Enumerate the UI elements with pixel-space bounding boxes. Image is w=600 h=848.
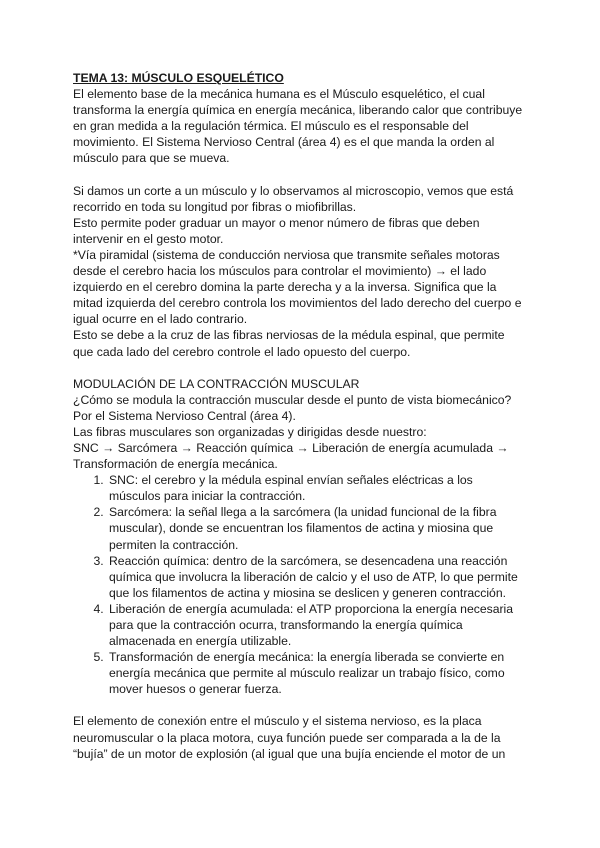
process-chain: SNC → Sarcómera → Reacción química → Liberación de energía acumulada → Transformación de energía mecánica. (73, 440, 509, 472)
list-item: 5. Transformación de energía mecánica: la energía liberada se convierte en energía mecánica que permite al músculo realizar un trabajo físico, como mover huesos o generar fuerza. (107, 649, 523, 697)
pyramidal-paragraph: *Vía piramidal (sistema de conducción nerviosa que transmite señales motoras desde el cerebro hacia los músculos para controlar el movimiento) → el lado izquierdo en el cerebro domina la parte derecha y a la inversa. Significa que la mitad izquierda del cerebro controla los movimientos del lado derecho del cuerpo e igual ocurre en el lado contrario. (73, 247, 522, 327)
list-item: 3. Reacción química: dentro de la sarcómera, se desencadena una reacción química que involucra la liberación de calcio y el uso de ATP, lo que permite que los filamentos de actina y miosina se deslicen y generen contracción. (107, 553, 523, 601)
cross-paragraph: Esto se debe a la cruz de las fibras nerviosas de la médula espinal, que permite que cada lado del cerebro controle el lado opuesto del cuerpo. (73, 328, 505, 359)
organization-text: Las fibras musculares son organizadas y dirigidas desde nuestro: (73, 424, 427, 439)
spacer (73, 167, 523, 183)
list-item: 2. Sarcómera: la señal llega a la sarcómera (la unidad funcional de la fibra muscular), donde se encuentran los filamentos de actina y miosina que permiten la contracción. (107, 504, 523, 552)
list-item: 1. SNC: el cerebro y la médula espinal envían señales eléctricas a los músculos para iniciar la contracción. (107, 472, 523, 504)
intro-paragraph: El elemento base de la mecánica humana es el Músculo esquelético, el cual transforma la energía química en energía mecánica, liberando calor que contribuye en gran medida a la regulación térmica. El músculo es el responsable del movimiento. El Sistema Nervioso Central (área 4) es el que manda la orden al músculo para que se mueva. (73, 87, 523, 166)
modulation-answer: Por el Sistema Nervioso Central (área 4). (73, 408, 296, 423)
connection-paragraph: El elemento de conexión entre el músculo y el sistema nervioso, es la placa neuromuscular o la placa motora, cuya función puede ser comparada a la de la “bujía” de un motor de explosión (al igual que una bujía enciende el motor de un (73, 714, 506, 761)
spacer (73, 360, 523, 376)
modulation-question: ¿Cómo se modula la contracción muscular desde el punto de vista biomecánico? (73, 392, 512, 407)
spacer (73, 697, 523, 713)
list-item: 4. Liberación de energía acumulada: el ATP proporciona la energía necesaria para que la contracción ocurra, transformando la energía química almacenada en energía utilizable. (107, 601, 523, 649)
graduation-paragraph: Esto permite poder graduar un mayor o menor número de fibras que deben intervenir en el gesto motor. (73, 215, 480, 246)
document-page (73, 70, 523, 762)
page-title: TEMA 13: MÚSCULO ESQUELÉTICO (73, 71, 284, 85)
microscope-paragraph: Si damos un corte a un músculo y lo observamos al microscopio, vemos que está recorrido en toda su longitud por fibras o miofibrillas. (73, 183, 514, 214)
section-heading: MODULACIÓN DE LA CONTRACCIÓN MUSCULAR (73, 376, 360, 391)
steps-list (73, 472, 523, 697)
